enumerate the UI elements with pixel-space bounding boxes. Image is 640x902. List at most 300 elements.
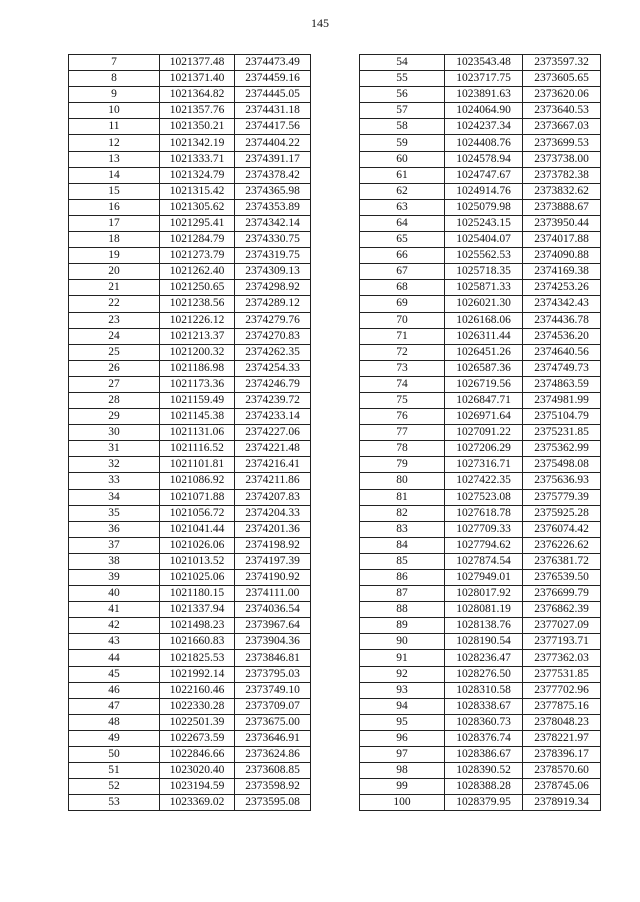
x-coordinate-cell: 1021056.72 (160, 505, 235, 521)
y-coordinate-cell: 2374239.72 (235, 392, 311, 408)
x-coordinate-cell: 1021371.40 (160, 71, 235, 87)
table-row (69, 570, 311, 586)
table-row (69, 489, 311, 505)
table-row (69, 666, 311, 682)
x-coordinate-cell: 1021364.82 (160, 87, 235, 103)
point-number-cell: 8 (69, 71, 160, 87)
point-number-cell: 91 (360, 650, 445, 666)
y-coordinate-cell: 2374233.14 (235, 409, 311, 425)
y-coordinate-cell: 2377193.71 (523, 634, 601, 650)
x-coordinate-cell: 1023194.59 (160, 779, 235, 795)
x-coordinate-cell: 1025871.33 (445, 280, 523, 296)
table-row (360, 55, 601, 71)
point-number-cell: 61 (360, 167, 445, 183)
point-number-cell: 30 (69, 425, 160, 441)
table-row (360, 795, 601, 811)
table-row (360, 87, 601, 103)
y-coordinate-cell: 2374404.22 (235, 135, 311, 151)
point-number-cell: 43 (69, 634, 160, 650)
y-coordinate-cell: 2373598.92 (235, 779, 311, 795)
point-number-cell: 47 (69, 698, 160, 714)
y-coordinate-cell: 2373709.07 (235, 698, 311, 714)
table-row (69, 714, 311, 730)
x-coordinate-cell: 1021498.23 (160, 618, 235, 634)
x-coordinate-cell: 1022160.46 (160, 682, 235, 698)
point-number-cell: 48 (69, 714, 160, 730)
y-coordinate-cell: 2373699.53 (523, 135, 601, 151)
y-coordinate-cell: 2374353.89 (235, 199, 311, 215)
point-number-cell: 40 (69, 586, 160, 602)
table-row (360, 618, 601, 634)
point-number-cell: 21 (69, 280, 160, 296)
x-coordinate-cell: 1021026.06 (160, 537, 235, 553)
point-number-cell: 73 (360, 360, 445, 376)
point-number-cell: 90 (360, 634, 445, 650)
table-row (360, 409, 601, 425)
table-row (360, 344, 601, 360)
table-row (360, 779, 601, 795)
y-coordinate-cell: 2376699.79 (523, 586, 601, 602)
y-coordinate-cell: 2374197.39 (235, 553, 311, 569)
y-coordinate-cell: 2374365.98 (235, 183, 311, 199)
point-number-cell: 57 (360, 103, 445, 119)
point-number-cell: 23 (69, 312, 160, 328)
table-row (69, 441, 311, 457)
point-number-cell: 82 (360, 505, 445, 521)
point-number-cell: 62 (360, 183, 445, 199)
x-coordinate-cell: 1023891.63 (445, 87, 523, 103)
x-coordinate-cell: 1025718.35 (445, 264, 523, 280)
x-coordinate-cell: 1021159.49 (160, 392, 235, 408)
table-row (360, 392, 601, 408)
point-number-cell: 87 (360, 586, 445, 602)
table-row (360, 312, 601, 328)
x-coordinate-cell: 1021025.06 (160, 570, 235, 586)
point-number-cell: 63 (360, 199, 445, 215)
table-row (69, 71, 311, 87)
point-number-cell: 64 (360, 215, 445, 231)
y-coordinate-cell: 2378919.34 (523, 795, 601, 811)
x-coordinate-cell: 1021337.94 (160, 602, 235, 618)
y-coordinate-cell: 2376074.42 (523, 521, 601, 537)
table-row (69, 360, 311, 376)
point-number-cell: 34 (69, 489, 160, 505)
y-coordinate-cell: 2374227.06 (235, 425, 311, 441)
x-coordinate-cell: 1021116.52 (160, 441, 235, 457)
x-coordinate-cell: 1027874.54 (445, 553, 523, 569)
x-coordinate-cell: 1028236.47 (445, 650, 523, 666)
table-row (69, 553, 311, 569)
y-coordinate-cell: 2376539.50 (523, 570, 601, 586)
table-row (69, 505, 311, 521)
x-coordinate-cell: 1021173.36 (160, 376, 235, 392)
table-row (69, 119, 311, 135)
point-number-cell: 42 (69, 618, 160, 634)
x-coordinate-cell: 1021131.06 (160, 425, 235, 441)
table-row (360, 199, 601, 215)
point-number-cell: 41 (69, 602, 160, 618)
point-number-cell: 36 (69, 521, 160, 537)
y-coordinate-cell: 2374445.05 (235, 87, 311, 103)
y-coordinate-cell: 2374216.41 (235, 457, 311, 473)
x-coordinate-cell: 1027091.22 (445, 425, 523, 441)
y-coordinate-cell: 2376381.72 (523, 553, 601, 569)
x-coordinate-cell: 1021071.88 (160, 489, 235, 505)
point-number-cell: 99 (360, 779, 445, 795)
table-row (360, 682, 601, 698)
x-coordinate-cell: 1027949.01 (445, 570, 523, 586)
y-coordinate-cell: 2374473.49 (235, 55, 311, 71)
point-number-cell: 33 (69, 473, 160, 489)
point-number-cell: 68 (360, 280, 445, 296)
point-number-cell: 89 (360, 618, 445, 634)
point-number-cell: 20 (69, 264, 160, 280)
point-number-cell: 29 (69, 409, 160, 425)
y-coordinate-cell: 2374204.33 (235, 505, 311, 521)
y-coordinate-cell: 2374201.36 (235, 521, 311, 537)
y-coordinate-cell: 2375362.99 (523, 441, 601, 457)
table-row (69, 199, 311, 215)
point-number-cell: 76 (360, 409, 445, 425)
table-row (69, 521, 311, 537)
x-coordinate-cell: 1021315.42 (160, 183, 235, 199)
y-coordinate-cell: 2375925.28 (523, 505, 601, 521)
table-row (69, 55, 311, 71)
point-number-cell: 7 (69, 55, 160, 71)
table-row (360, 602, 601, 618)
point-number-cell: 9 (69, 87, 160, 103)
y-coordinate-cell: 2374017.88 (523, 232, 601, 248)
x-coordinate-cell: 1022501.39 (160, 714, 235, 730)
table-row (69, 232, 311, 248)
y-coordinate-cell: 2374254.33 (235, 360, 311, 376)
y-coordinate-cell: 2374279.76 (235, 312, 311, 328)
point-number-cell: 54 (360, 55, 445, 71)
table-row (360, 505, 601, 521)
x-coordinate-cell: 1021825.53 (160, 650, 235, 666)
point-number-cell: 56 (360, 87, 445, 103)
table-row (360, 553, 601, 569)
point-number-cell: 35 (69, 505, 160, 521)
y-coordinate-cell: 2373646.91 (235, 730, 311, 746)
x-coordinate-cell: 1028390.52 (445, 763, 523, 779)
x-coordinate-cell: 1021273.79 (160, 248, 235, 264)
x-coordinate-cell: 1028376.74 (445, 730, 523, 746)
y-coordinate-cell: 2374417.56 (235, 119, 311, 135)
y-coordinate-cell: 2376226.62 (523, 537, 601, 553)
y-coordinate-cell: 2374378.42 (235, 167, 311, 183)
x-coordinate-cell: 1025079.98 (445, 199, 523, 215)
table-row (69, 280, 311, 296)
x-coordinate-cell: 1028017.92 (445, 586, 523, 602)
point-number-cell: 96 (360, 730, 445, 746)
x-coordinate-cell: 1027618.78 (445, 505, 523, 521)
x-coordinate-cell: 1025562.53 (445, 248, 523, 264)
x-coordinate-cell: 1026847.71 (445, 392, 523, 408)
point-number-cell: 83 (360, 521, 445, 537)
y-coordinate-cell: 2373605.65 (523, 71, 601, 87)
y-coordinate-cell: 2373749.10 (235, 682, 311, 698)
x-coordinate-cell: 1023020.40 (160, 763, 235, 779)
y-coordinate-cell: 2373624.86 (235, 747, 311, 763)
table-row (69, 167, 311, 183)
table-row (360, 183, 601, 199)
point-number-cell: 100 (360, 795, 445, 811)
table-row (360, 698, 601, 714)
y-coordinate-cell: 2373795.03 (235, 666, 311, 682)
x-coordinate-cell: 1026168.06 (445, 312, 523, 328)
point-number-cell: 45 (69, 666, 160, 682)
table-row (360, 232, 601, 248)
x-coordinate-cell: 1025243.15 (445, 215, 523, 231)
x-coordinate-cell: 1028386.67 (445, 747, 523, 763)
y-coordinate-cell: 2374036.54 (235, 602, 311, 618)
point-number-cell: 77 (360, 425, 445, 441)
point-number-cell: 16 (69, 199, 160, 215)
x-coordinate-cell: 1026021.30 (445, 296, 523, 312)
x-coordinate-cell: 1021350.21 (160, 119, 235, 135)
x-coordinate-cell: 1027794.62 (445, 537, 523, 553)
y-coordinate-cell: 2374981.99 (523, 392, 601, 408)
y-coordinate-cell: 2378048.23 (523, 714, 601, 730)
x-coordinate-cell: 1027422.35 (445, 473, 523, 489)
x-coordinate-cell: 1022673.59 (160, 730, 235, 746)
table-row (360, 425, 601, 441)
table-row (69, 264, 311, 280)
x-coordinate-cell: 1021180.15 (160, 586, 235, 602)
point-number-cell: 69 (360, 296, 445, 312)
x-coordinate-cell: 1021101.81 (160, 457, 235, 473)
x-coordinate-cell: 1021342.19 (160, 135, 235, 151)
point-number-cell: 38 (69, 553, 160, 569)
x-coordinate-cell: 1027523.08 (445, 489, 523, 505)
x-coordinate-cell: 1028360.73 (445, 714, 523, 730)
point-number-cell: 85 (360, 553, 445, 569)
table-row (360, 586, 601, 602)
point-number-cell: 37 (69, 537, 160, 553)
x-coordinate-cell: 1024237.34 (445, 119, 523, 135)
table-row (69, 682, 311, 698)
y-coordinate-cell: 2373782.38 (523, 167, 601, 183)
point-number-cell: 98 (360, 763, 445, 779)
x-coordinate-cell: 1027206.29 (445, 441, 523, 457)
x-coordinate-cell: 1028310.58 (445, 682, 523, 698)
table-row (69, 392, 311, 408)
table-row (69, 586, 311, 602)
table-row (69, 425, 311, 441)
table-row (69, 344, 311, 360)
point-number-cell: 13 (69, 151, 160, 167)
point-number-cell: 67 (360, 264, 445, 280)
y-coordinate-cell: 2373967.64 (235, 618, 311, 634)
point-number-cell: 50 (69, 747, 160, 763)
point-number-cell: 97 (360, 747, 445, 763)
y-coordinate-cell: 2374289.12 (235, 296, 311, 312)
point-number-cell: 81 (360, 489, 445, 505)
table-row (69, 650, 311, 666)
table-row (360, 714, 601, 730)
x-coordinate-cell: 1023717.75 (445, 71, 523, 87)
table-row (360, 119, 601, 135)
table-row (360, 376, 601, 392)
point-number-cell: 93 (360, 682, 445, 698)
x-coordinate-cell: 1028276.50 (445, 666, 523, 682)
table-row (69, 135, 311, 151)
y-coordinate-cell: 2374207.83 (235, 489, 311, 505)
table-row (69, 618, 311, 634)
y-coordinate-cell: 2374211.86 (235, 473, 311, 489)
x-coordinate-cell: 1023543.48 (445, 55, 523, 71)
point-number-cell: 39 (69, 570, 160, 586)
point-number-cell: 80 (360, 473, 445, 489)
x-coordinate-cell: 1026719.56 (445, 376, 523, 392)
point-number-cell: 55 (360, 71, 445, 87)
table-row (69, 473, 311, 489)
x-coordinate-cell: 1027709.33 (445, 521, 523, 537)
y-coordinate-cell: 2375636.93 (523, 473, 601, 489)
table-row (69, 730, 311, 746)
y-coordinate-cell: 2375231.85 (523, 425, 601, 441)
point-number-cell: 59 (360, 135, 445, 151)
table-row (360, 747, 601, 763)
table-row (69, 537, 311, 553)
table-row (360, 473, 601, 489)
point-number-cell: 86 (360, 570, 445, 586)
point-number-cell: 17 (69, 215, 160, 231)
point-number-cell: 11 (69, 119, 160, 135)
x-coordinate-cell: 1022330.28 (160, 698, 235, 714)
point-number-cell: 26 (69, 360, 160, 376)
point-number-cell: 84 (360, 537, 445, 553)
y-coordinate-cell: 2374391.17 (235, 151, 311, 167)
table-row (360, 296, 601, 312)
point-number-cell: 92 (360, 666, 445, 682)
y-coordinate-cell: 2374198.92 (235, 537, 311, 553)
point-number-cell: 60 (360, 151, 445, 167)
x-coordinate-cell: 1028338.67 (445, 698, 523, 714)
table-row (360, 441, 601, 457)
table-row (360, 215, 601, 231)
x-coordinate-cell: 1021357.76 (160, 103, 235, 119)
point-number-cell: 19 (69, 248, 160, 264)
table-row (360, 103, 601, 119)
point-number-cell: 18 (69, 232, 160, 248)
y-coordinate-cell: 2373904.36 (235, 634, 311, 650)
point-number-cell: 12 (69, 135, 160, 151)
table-row (69, 296, 311, 312)
table-row (360, 537, 601, 553)
y-coordinate-cell: 2377027.09 (523, 618, 601, 634)
y-coordinate-cell: 2378745.06 (523, 779, 601, 795)
x-coordinate-cell: 1028138.76 (445, 618, 523, 634)
point-number-cell: 32 (69, 457, 160, 473)
y-coordinate-cell: 2374640.56 (523, 344, 601, 360)
x-coordinate-cell: 1021305.62 (160, 199, 235, 215)
page-number: 145 (311, 16, 329, 30)
x-coordinate-cell: 1021262.40 (160, 264, 235, 280)
table-row (360, 521, 601, 537)
x-coordinate-cell: 1021333.71 (160, 151, 235, 167)
y-coordinate-cell: 2374863.59 (523, 376, 601, 392)
y-coordinate-cell: 2374342.43 (523, 296, 601, 312)
point-number-cell: 15 (69, 183, 160, 199)
y-coordinate-cell: 2377702.96 (523, 682, 601, 698)
point-number-cell: 66 (360, 248, 445, 264)
y-coordinate-cell: 2373597.32 (523, 55, 601, 71)
table-row (69, 312, 311, 328)
y-coordinate-cell: 2374436.78 (523, 312, 601, 328)
point-number-cell: 58 (360, 119, 445, 135)
point-number-cell: 74 (360, 376, 445, 392)
x-coordinate-cell: 1026971.64 (445, 409, 523, 425)
table-row (69, 409, 311, 425)
point-number-cell: 14 (69, 167, 160, 183)
y-coordinate-cell: 2374190.92 (235, 570, 311, 586)
point-number-cell: 52 (69, 779, 160, 795)
table-row (360, 730, 601, 746)
point-number-cell: 94 (360, 698, 445, 714)
table-row (360, 666, 601, 682)
point-number-cell: 51 (69, 763, 160, 779)
table-row (69, 698, 311, 714)
point-number-cell: 49 (69, 730, 160, 746)
x-coordinate-cell: 1021013.52 (160, 553, 235, 569)
x-coordinate-cell: 1021660.83 (160, 634, 235, 650)
y-coordinate-cell: 2373888.67 (523, 199, 601, 215)
y-coordinate-cell: 2373675.00 (235, 714, 311, 730)
x-coordinate-cell: 1021377.48 (160, 55, 235, 71)
x-coordinate-cell: 1028379.95 (445, 795, 523, 811)
x-coordinate-cell: 1028190.54 (445, 634, 523, 650)
table-row (360, 71, 601, 87)
table-row (69, 602, 311, 618)
table-row (360, 151, 601, 167)
table-row (69, 457, 311, 473)
y-coordinate-cell: 2374270.83 (235, 328, 311, 344)
x-coordinate-cell: 1022846.66 (160, 747, 235, 763)
y-coordinate-cell: 2373620.06 (523, 87, 601, 103)
table-row (360, 634, 601, 650)
y-coordinate-cell: 2373832.62 (523, 183, 601, 199)
point-number-cell: 22 (69, 296, 160, 312)
y-coordinate-cell: 2375498.08 (523, 457, 601, 473)
point-number-cell: 44 (69, 650, 160, 666)
table-row (360, 264, 601, 280)
y-coordinate-cell: 2375104.79 (523, 409, 601, 425)
y-coordinate-cell: 2377875.16 (523, 698, 601, 714)
x-coordinate-cell: 1021250.65 (160, 280, 235, 296)
point-number-cell: 53 (69, 795, 160, 811)
x-coordinate-cell: 1028081.19 (445, 602, 523, 618)
x-coordinate-cell: 1021284.79 (160, 232, 235, 248)
table-row (69, 795, 311, 811)
table-row (69, 151, 311, 167)
coordinates-table-left (68, 54, 311, 811)
table-row (69, 763, 311, 779)
x-coordinate-cell: 1021145.38 (160, 409, 235, 425)
table-row (69, 634, 311, 650)
y-coordinate-cell: 2374090.88 (523, 248, 601, 264)
y-coordinate-cell: 2374221.48 (235, 441, 311, 457)
y-coordinate-cell: 2374431.18 (235, 103, 311, 119)
y-coordinate-cell: 2373667.03 (523, 119, 601, 135)
table-row (69, 328, 311, 344)
x-coordinate-cell: 1026311.44 (445, 328, 523, 344)
point-number-cell: 79 (360, 457, 445, 473)
point-number-cell: 31 (69, 441, 160, 457)
table-row (360, 489, 601, 505)
table-row (69, 248, 311, 264)
